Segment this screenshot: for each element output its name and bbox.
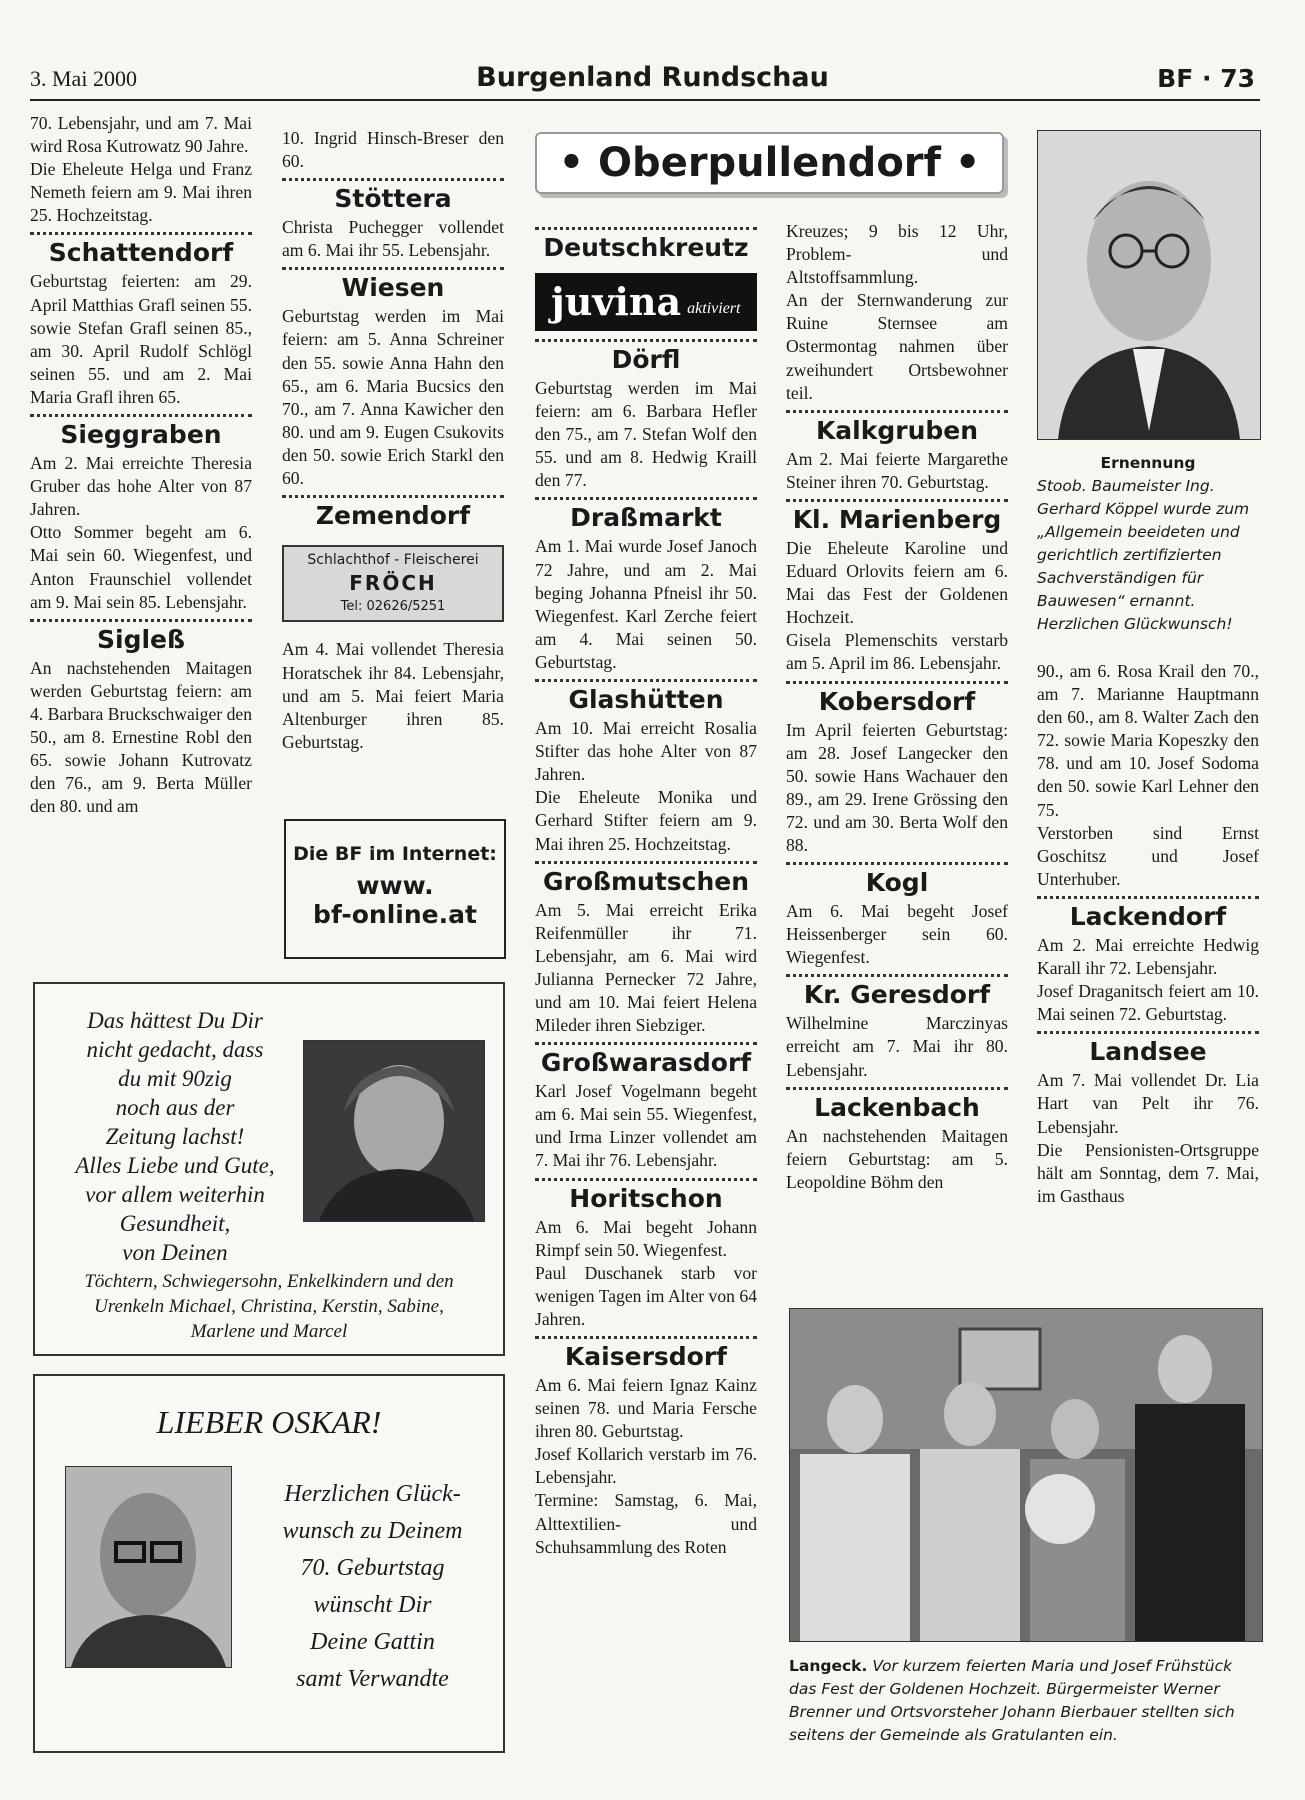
paragraph: Josef Kollarich verstarb im 76. Lebensjahr. [535,1444,757,1488]
region-banner: • Oberpullendorf • [535,132,1004,194]
bf-ad-www[interactable]: www. [356,871,434,900]
section-heading: Glashütten [568,685,724,715]
divider [535,861,757,864]
ad-line: samt Verwandte [296,1666,449,1692]
section-heading: Kaisersdorf [564,1342,728,1371]
section-heading: Großmutschen [542,866,750,896]
ad-line: Zeitung lachst! [105,1124,245,1149]
ad-line: vor allem weiterhin [85,1182,265,1207]
ernennung-caption [1037,452,1259,636]
column-1 [30,112,252,818]
group-photo [789,1308,1263,1642]
elderly-woman-photo [303,1040,485,1222]
paragraph: Verstorben sind Ernst Goschitsz und Josef Unterhuber. [1037,822,1259,889]
paragraph: Die Eheleute Helga und Franz Nemeth feiern am 9. Mai ihren 25. Hochzeitstag. [30,159,252,226]
bf-ad-domain[interactable]: bf-online.at [313,900,477,929]
paragraph: Am 7. Mai vollendet Dr. Lia Hart van Pelt ihr 76. Lebensjahr. [1037,1070,1259,1137]
paragraph: Die Eheleute Monika und Gerhard Stifter feiern am 9. Mai ihren 25. Hochzeitstag. [535,787,757,854]
section-heading: Großwarasdorf [540,1048,752,1078]
paragraph: Geburtstag werden im Mai feiern: am 6. Barbara Hefler den 75., am 7. Stefan Wolf den 55. und am 8. Hedwig Kraill den 77. [535,378,757,491]
paragraph: Kreuzes; 9 bis 12 Uhr, Problem- und Altstoffsammlung. [786,221,1008,288]
juvina-tagline: aktiviert [687,300,741,318]
paragraph: Am 6. Mai feiern Ignaz Kainz seinen 78. und Maria Fersche ihren 80. Geburtstag. [535,1375,757,1442]
ad-message [255,1476,490,1698]
paragraph: Josef Draganitsch feiert am 10. Mai seinen 72. Geburtstag. [1037,981,1259,1025]
paragraph: Wilhelmine Marczinyas erreicht am 7. Mai ihr 80. Lebensjahr. [786,1013,1008,1080]
paragraph: An nachstehenden Maitagen feiern Geburtstag: am 5. Leopoldine Böhm den [786,1125,1008,1192]
froch-advertisement [282,545,504,622]
column-4 [786,220,1008,1194]
group-photo-caption [789,1655,1261,1747]
paragraph: Termine: Samstag, 6. Mai, Alttextilien- und Schuhsammlung des Roten [535,1490,757,1557]
ad-title: LIEBER OSKAR! [156,1404,382,1440]
section-heading: Landsee [1089,1037,1207,1067]
ad-footer: Töchtern, Schwiegersohn, Enkelkindern und den Urenkeln Michael, Christina, Kerstin, Sabine, Marlene und Marcel [84,1271,454,1342]
section-heading: Horitschon [569,1183,723,1213]
ad-line: Schlachthof - Fleischerei [307,552,479,569]
section-heading: Kalkgruben [815,415,979,445]
paragraph: Am 2. Mai erreichte Theresia Gruber das hohe Alter von 87 Jahren. [30,453,252,520]
divider [282,495,504,498]
ad-line: wünscht Dir [313,1592,432,1618]
paragraph: Am 1. Mai wurde Josef Janoch 72 Jahre, und am 2. Mai beging Johanna Pfneisl ihr 50. Wiegenfest. Karl Zerche feiert am 4. Mai seinen 50. Geburtstag. [535,536,757,672]
section-heading: Kl. Marienberg [792,504,1002,534]
portrait-photo-icon [1038,131,1260,439]
ad-line: von Deinen [122,1240,228,1265]
bf-online-ad [284,819,506,959]
caption-title: Ernennung [1100,454,1196,472]
ad-line: Alles Liebe und Gute, [75,1153,275,1178]
paragraph: Am 6. Mai begeht Johann Rimpf sein 50. Wiegenfest. [535,1216,757,1260]
column-3 [535,222,757,1559]
ad-line: 70. Geburtstag [300,1555,445,1581]
divider [786,681,1008,684]
ad-line: noch aus der [115,1095,235,1120]
section-heading: Wiesen [341,273,445,303]
paragraph: Paul Duschanek starb vor wenigen Tagen im Alter von 64 Jahren. [535,1262,757,1329]
divider [535,339,757,342]
divider [535,497,757,500]
column-5 [1037,660,1259,1208]
section-heading: Stöttera [334,184,452,214]
divider [535,679,757,682]
ad-brand: FRÖCH [349,571,437,596]
section-heading: Lackenbach [814,1092,980,1122]
section-heading: Dörfl [611,345,681,374]
oskar-photo-icon [66,1467,231,1667]
ad-line: Gesundheit, [119,1211,231,1236]
divider [786,1087,1008,1090]
divider [786,499,1008,502]
bf-ad-heading: Die BF im Internet: [293,843,497,865]
caption-text: Vor kurzem feierten Maria und Josef Frühstück das Fest der Goldenen Hochzeit. Bürgermeister Werner Brenner und Ortsvorsteher Johann Bierbauer stellten sich seitens der Gemeinde als Gratulanten ein. [789,1657,1235,1744]
header-rule [30,99,1260,101]
paragraph: An nachstehenden Maitagen werden Geburtstag feiern: am 4. Barbara Bruckschwaiger den 50., am 8. Ernestine Robl den 65. sowie Johann Kutrovatz den 76., am 9. Berta Müller den 80. und am [30,657,252,817]
paragraph: Am 4. Mai vollendet Theresia Horatschek ihr 84. Lebensjahr, und am 5. Mai feiert Maria Altenburger ihren 85. Geburtstag. [282,639,504,752]
ad-phone: Tel: 02626/5251 [340,599,446,615]
ad-line: Das hättest Du Dir [87,1008,263,1033]
divider [786,974,1008,977]
divider [282,267,504,270]
divider [1037,1031,1259,1034]
newspaper-title: Burgenland Rundschau [476,62,829,93]
section-heading: Kobersdorf [818,686,976,716]
birthday-ad-oskar [33,1374,505,1753]
ad-line: Herzlichen Glück- [284,1481,461,1507]
ad-line: du mit 90zig [118,1066,232,1091]
divider [535,1042,757,1045]
paragraph: Die Pensionisten-Ortsgruppe hält am Sonntag, dem 7. Mai, im Gasthaus [1037,1139,1259,1206]
paragraph: 90., am 6. Rosa Krail den 70., am 7. Marianne Hauptmann den 60., am 8. Walter Zach den 72. sowie Maria Kopeszky den 78. und am 10. Josef Sodoma den 50. sowie Karl Lehner den 75. [1037,661,1259,820]
divider [535,1336,757,1339]
ad-line: wunsch zu Deinem [282,1518,463,1544]
ad-message [55,1006,295,1267]
divider [30,619,252,622]
paragraph: Gisela Plemenschits verstarb am 5. April im 86. Lebensjahr. [786,630,1008,674]
elderly-woman-photo-icon [304,1041,484,1221]
paragraph: Am 10. Mai erreicht Rosalia Stifter das hohe Alter von 87 Jahren. [535,718,757,785]
section-heading: Schattendorf [48,238,234,268]
paragraph: Geburtstag werden im Mai feiern: am 5. Anna Schreiner den 55. sowie Anna Hahn den 65., am 6. Maria Bucsics den 70., am 7. Anna Kawicher den 80. und am 9. Eugen Csukovits den 50. sowie Erich Starkl den 60. [282,306,504,489]
juvina-wordmark: juvina [551,279,682,325]
juvina-logo [535,273,757,331]
section-heading: Zemendorf [315,501,471,531]
divider [786,410,1008,413]
column-2 [282,127,504,754]
birthday-ad-90 [33,982,505,1356]
divider [535,1178,757,1181]
paragraph: Am 2. Mai erreichte Hedwig Karall ihr 72. Lebensjahr. [1037,934,1259,979]
divider [30,414,252,417]
caption-text: Stoob. Baumeister Ing. Gerhard Köppel wurde zum „Allgemein beeideten und gerichtlich zertifizierten Sachverständigen für Bauwesen“ ernannt. Herzlichen Glückwunsch! [1037,477,1250,633]
paragraph: Am 5. Mai erreicht Erika Reifenmüller ihr 71. Lebensjahr, am 6. Mai wird Julianna Pernecker 72 Jahre, und am 10. Mai feiert Helena Mileder ihren Siebziger. [535,899,757,1036]
section-heading: Kogl [865,868,929,898]
section-heading: Draßmarkt [570,503,722,533]
section-heading: Deutschkreutz [543,233,749,262]
portrait-photo [1037,130,1261,440]
ad-line: Deine Gattin [310,1629,435,1655]
paragraph: 70. Lebensjahr, und am 7. Mai wird Rosa Kutrowatz 90 Jahre. [30,113,252,157]
paragraph: Geburtstag feierten: am 29. April Matthias Grafl seinen 55. sowie Stefan Grafl seinen 85., am 30. April Rudolf Schlögl seinen 55. und am 2. Mai Maria Grafl ihren 65. [30,271,252,407]
section-heading: Lackendorf [1069,901,1227,931]
paragraph: Otto Sommer begeht am 6. Mai sein 60. Wiegenfest, und Anton Fraunschiel vollendet am 9. Mai sein 85. Lebensjahr. [30,522,252,612]
divider [786,862,1008,865]
paragraph: 10. Ingrid Hinsch-Breser den 60. [282,128,504,172]
divider [535,227,757,230]
divider [282,178,504,181]
paragraph: An der Sternwanderung zur Ruine Sternsee am Ostermontag nahmen über zweihundert Ortsbewohner teil. [786,290,1008,403]
paragraph: Im April feierten Geburtstag: am 28. Josef Langecker den 50. sowie Hans Wachauer den 89., am 29. Irene Grössing den 72. und am 30. Berta Wolf den 88. [786,719,1008,855]
paragraph: Die Eheleute Karoline und Eduard Orlovits feiern am 6. Mai das Fest der Goldenen Hochzeit. [786,537,1008,628]
divider [1037,896,1259,899]
section-heading: Sigleß [97,624,185,654]
section-heading: Sieggraben [60,420,222,450]
oskar-photo [65,1466,232,1668]
paragraph: Am 2. Mai feierte Margarethe Steiner ihren 70. Geburtstag. [786,448,1008,492]
divider [30,232,252,235]
paragraph: Christa Puchegger vollendet am 6. Mai ihr 55. Lebensjahr. [282,217,504,261]
page-number: BF · 73 [1157,64,1255,93]
group-photo-icon [790,1309,1262,1641]
section-heading: Kr. Geresdorf [803,980,991,1010]
caption-place: Langeck. [789,1657,868,1675]
paragraph: Am 6. Mai begeht Josef Heissenberger sein 60. Wiegenfest. [786,901,1008,968]
paragraph: Karl Josef Vogelmann begeht am 6. Mai sein 55. Wiegenfest, und Irma Linzer vollendet am 7. Mai ihr 76. Lebensjahr. [535,1081,757,1171]
ad-line: nicht gedacht, dass [86,1037,264,1062]
issue-date: 3. Mai 2000 [30,66,137,91]
